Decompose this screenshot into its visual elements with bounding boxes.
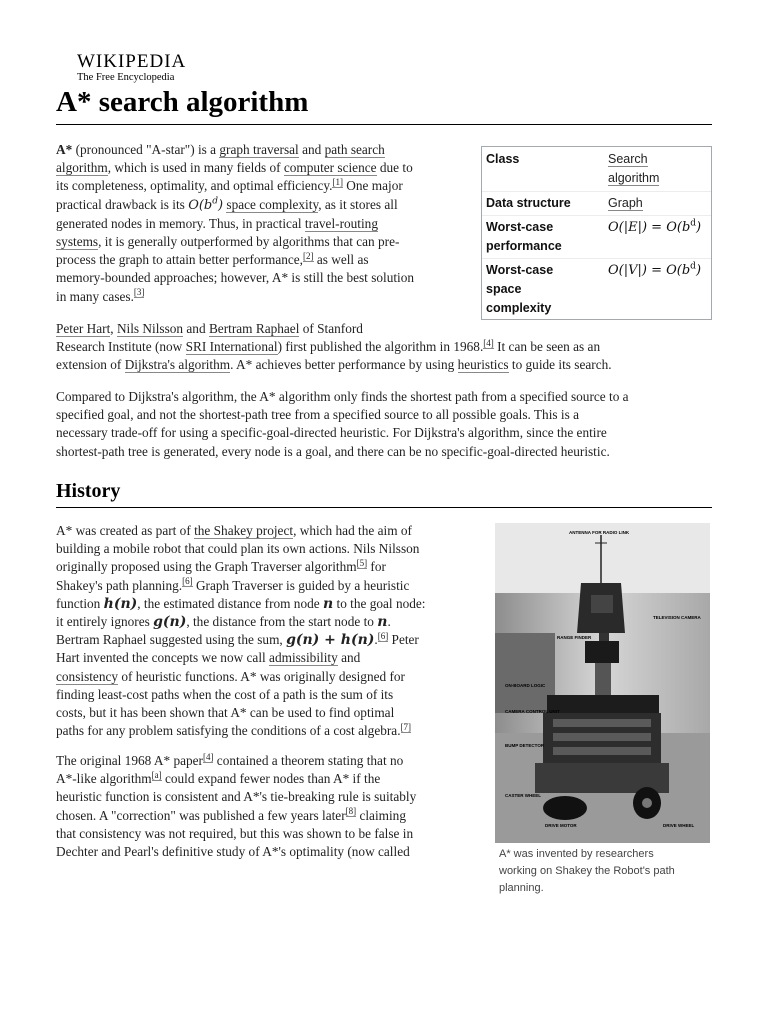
- line: extension of Dijkstra's algorithm. A* achieves better performance by using heuristics to guide its search.: [56, 357, 612, 373]
- infobox-label: Class: [486, 152, 520, 166]
- citation-8[interactable]: [8]: [345, 806, 357, 817]
- figure-label: CASTER WHEEL: [505, 793, 541, 798]
- link-sri-international[interactable]: SRI International: [185, 339, 278, 355]
- citation-1[interactable]: [1]: [332, 176, 343, 187]
- line: its completeness, optimality, and optimal efficiency.[1] One major: [56, 176, 403, 194]
- infobox-row-worst-case-performance: [482, 215, 711, 258]
- line: practical drawback is its $O(b^d)$ space complexity, as it stores all: [56, 196, 398, 213]
- section-heading-history: History: [56, 480, 121, 502]
- infobox-row-worst-case-space: [482, 258, 711, 319]
- link-admissibility[interactable]: admissibility: [269, 650, 338, 666]
- infobox-value-math: $O(|V|) = O(b^d)$: [608, 261, 702, 278]
- line: systems, it is generally outperformed by algorithms that can pre-: [56, 234, 400, 250]
- line: specified goal, and not the shortest-path tree from a specified source to all possible goals. This is a: [56, 407, 579, 423]
- line: finding least-cost paths when the cost of a path is the sum of its: [56, 686, 394, 702]
- link-travel-routing[interactable]: travel-routing: [304, 215, 378, 231]
- line: it entirely ignores g(n), the distance from the start node to n.: [56, 614, 391, 631]
- infobox-row-class: [482, 149, 711, 191]
- link-systems[interactable]: systems: [56, 234, 99, 250]
- line: A*-like algorithm[a] could expand fewer nodes than A* if the: [56, 769, 381, 787]
- citation-2[interactable]: [2]: [303, 250, 314, 261]
- line: function h(n), the estimated distance from node n to the goal node:: [56, 595, 426, 612]
- link-computer-science[interactable]: computer science: [283, 160, 377, 176]
- citation-7[interactable]: [7]: [400, 721, 412, 732]
- line: building a mobile robot that could plan its own actions. Nils Nilsson: [56, 541, 420, 557]
- citation-3[interactable]: [3]: [133, 287, 145, 298]
- citation-6[interactable]: [6]: [182, 576, 193, 587]
- infobox: [481, 146, 712, 320]
- link-graph-traversal[interactable]: graph traversal: [219, 142, 299, 157]
- line: consistency of heuristic functions. A* was originally designed for: [56, 668, 405, 684]
- figure-label: BUMP DETECTOR: [505, 743, 545, 748]
- figure-label: TELEVISION CAMERA: [653, 615, 701, 620]
- line: algorithm, which is used in many fields of computer science due to: [56, 160, 413, 176]
- line: that consistency was not required, but this was shown to be false in: [56, 825, 414, 841]
- link-space-complexity[interactable]: space complexity: [226, 196, 319, 212]
- note-a[interactable]: [a]: [151, 769, 162, 780]
- intro-paragraph-3: [56, 388, 712, 461]
- infobox-value: [608, 194, 643, 213]
- line: Bertram Raphael suggested using the sum, g(n) + h(n).[6] Peter: [56, 630, 419, 649]
- shakey-robot-image[interactable]: [495, 523, 710, 843]
- citation-4[interactable]: [4]: [483, 337, 494, 348]
- line: Peter Hart, Nils Nilsson and Bertram Raphael of Stanford: [56, 321, 363, 336]
- citation-4b[interactable]: [4]: [202, 751, 214, 762]
- math-o-b-d: $O(b^d)$: [188, 196, 224, 213]
- citation-5[interactable]: [5]: [356, 557, 368, 568]
- figure-label: ANTENNA FOR RADIO LINK: [569, 530, 630, 535]
- infobox-label: Data structure: [486, 196, 571, 210]
- infobox-label: Worst-case performance: [486, 220, 562, 253]
- line: memory-bounded approaches; however, A* is still the best solution: [56, 270, 415, 286]
- line: A* was created as part of the Shakey project, which had the aim of: [56, 523, 412, 538]
- infobox-value-math: $O(|E|) = O(b^d)$: [608, 218, 702, 235]
- intro-paragraph-2: [56, 320, 712, 375]
- line: process the graph to attain better performance,[2] as well as: [56, 250, 369, 268]
- link-graph[interactable]: Graph: [608, 196, 643, 210]
- citation-6b[interactable]: [6]: [377, 630, 389, 641]
- line: originally proposed using the Graph Traverser algorithm[5] for: [56, 557, 386, 575]
- intro-paragraph-1: [56, 141, 466, 306]
- line: paths for any problem satisfying the conditions of a cost algebra.[7]: [56, 721, 412, 739]
- link-algorithm[interactable]: algorithm: [56, 160, 108, 176]
- line: heuristic function is consistent and A*'s tie-breaking rule is suitably: [56, 789, 417, 805]
- line: necessary trade-off for using a specific-goal-directed heuristic. For Dijkstra's algorithm, since the entire: [56, 425, 607, 441]
- line: A* (pronounced "A-star") is a graph traversal and path search: [56, 142, 385, 157]
- line: costs, but it has been shown that A* can be used to find optimal: [56, 705, 395, 721]
- logo-tagline: The Free Encyclopedia: [77, 72, 175, 83]
- history-paragraph-1: [56, 522, 472, 740]
- link-nils-nilsson[interactable]: Nils Nilsson: [116, 321, 184, 336]
- line: in many cases.[3]: [56, 287, 145, 304]
- line: chosen. A "correction" was published a few years later[8] claiming: [56, 806, 406, 823]
- link-search-algorithm-2[interactable]: algorithm: [608, 171, 660, 185]
- line: shortest-path tree is generated, every node is a goal, and there can be no specific-goal-directed heuristic.: [56, 443, 610, 459]
- line: Shakey's path planning.[6] Graph Traverser is guided by a heuristic: [56, 576, 410, 593]
- infobox-row-data-structure: [482, 191, 711, 215]
- link-path-search[interactable]: path search: [324, 142, 385, 157]
- link-shakey-project[interactable]: the Shakey project: [194, 523, 294, 538]
- line: generated nodes in memory. Thus, in practical travel-routing: [56, 215, 378, 231]
- line: Compared to Dijkstra's algorithm, the A* algorithm only finds the shortest path from a specified source to a: [56, 389, 629, 404]
- logo-wordmark: WIKIPEDIA: [77, 51, 187, 72]
- line: Research Institute (now SRI International) first published the algorithm in 1968.[4] It can be seen as an: [56, 337, 601, 355]
- link-peter-hart[interactable]: Peter Hart: [56, 321, 111, 336]
- page-title: A* search algorithm: [56, 86, 309, 118]
- link-consistency[interactable]: consistency: [56, 668, 119, 684]
- math-h-n: h(n): [103, 595, 138, 612]
- figure-caption: A* was invented by researchers working on Shakey the Robot's path planning.: [499, 848, 675, 894]
- infobox-value: [608, 150, 659, 188]
- infobox-label: Worst-case space complexity: [486, 263, 554, 315]
- history-rule: [56, 507, 712, 508]
- math-n: n: [377, 614, 388, 631]
- history-paragraph-2: [56, 752, 472, 861]
- line: Dechter and Pearl's definitive study of A*'s optimality (now called: [56, 844, 410, 860]
- line: Hart invented the concepts we now call admissibility and: [56, 650, 361, 666]
- figure-label: ON-BOARD LOGIC: [505, 683, 546, 688]
- math-g-plus-h: g(n) + h(n): [286, 632, 375, 649]
- link-bertram-raphael[interactable]: Bertram Raphael: [208, 321, 300, 336]
- figure-label: RANGE FINDER: [557, 635, 592, 640]
- figure-label: DRIVE WHEEL: [663, 823, 695, 828]
- title-rule: [56, 124, 712, 125]
- figure-label: CAMERA CONTROL UNIT: [505, 709, 560, 714]
- math-n: n: [322, 595, 334, 612]
- link-search-algorithm[interactable]: Search: [608, 152, 648, 166]
- link-heuristics[interactable]: heuristics: [457, 357, 509, 373]
- line: The original 1968 A* paper[4] contained a theorem stating that no: [56, 751, 404, 768]
- link-dijkstras-algorithm[interactable]: Dijkstra's algorithm: [124, 357, 231, 373]
- figure-label: DRIVE MOTOR: [545, 823, 577, 828]
- wikipedia-logo[interactable]: [77, 52, 186, 83]
- math-g-n: g(n): [153, 614, 187, 631]
